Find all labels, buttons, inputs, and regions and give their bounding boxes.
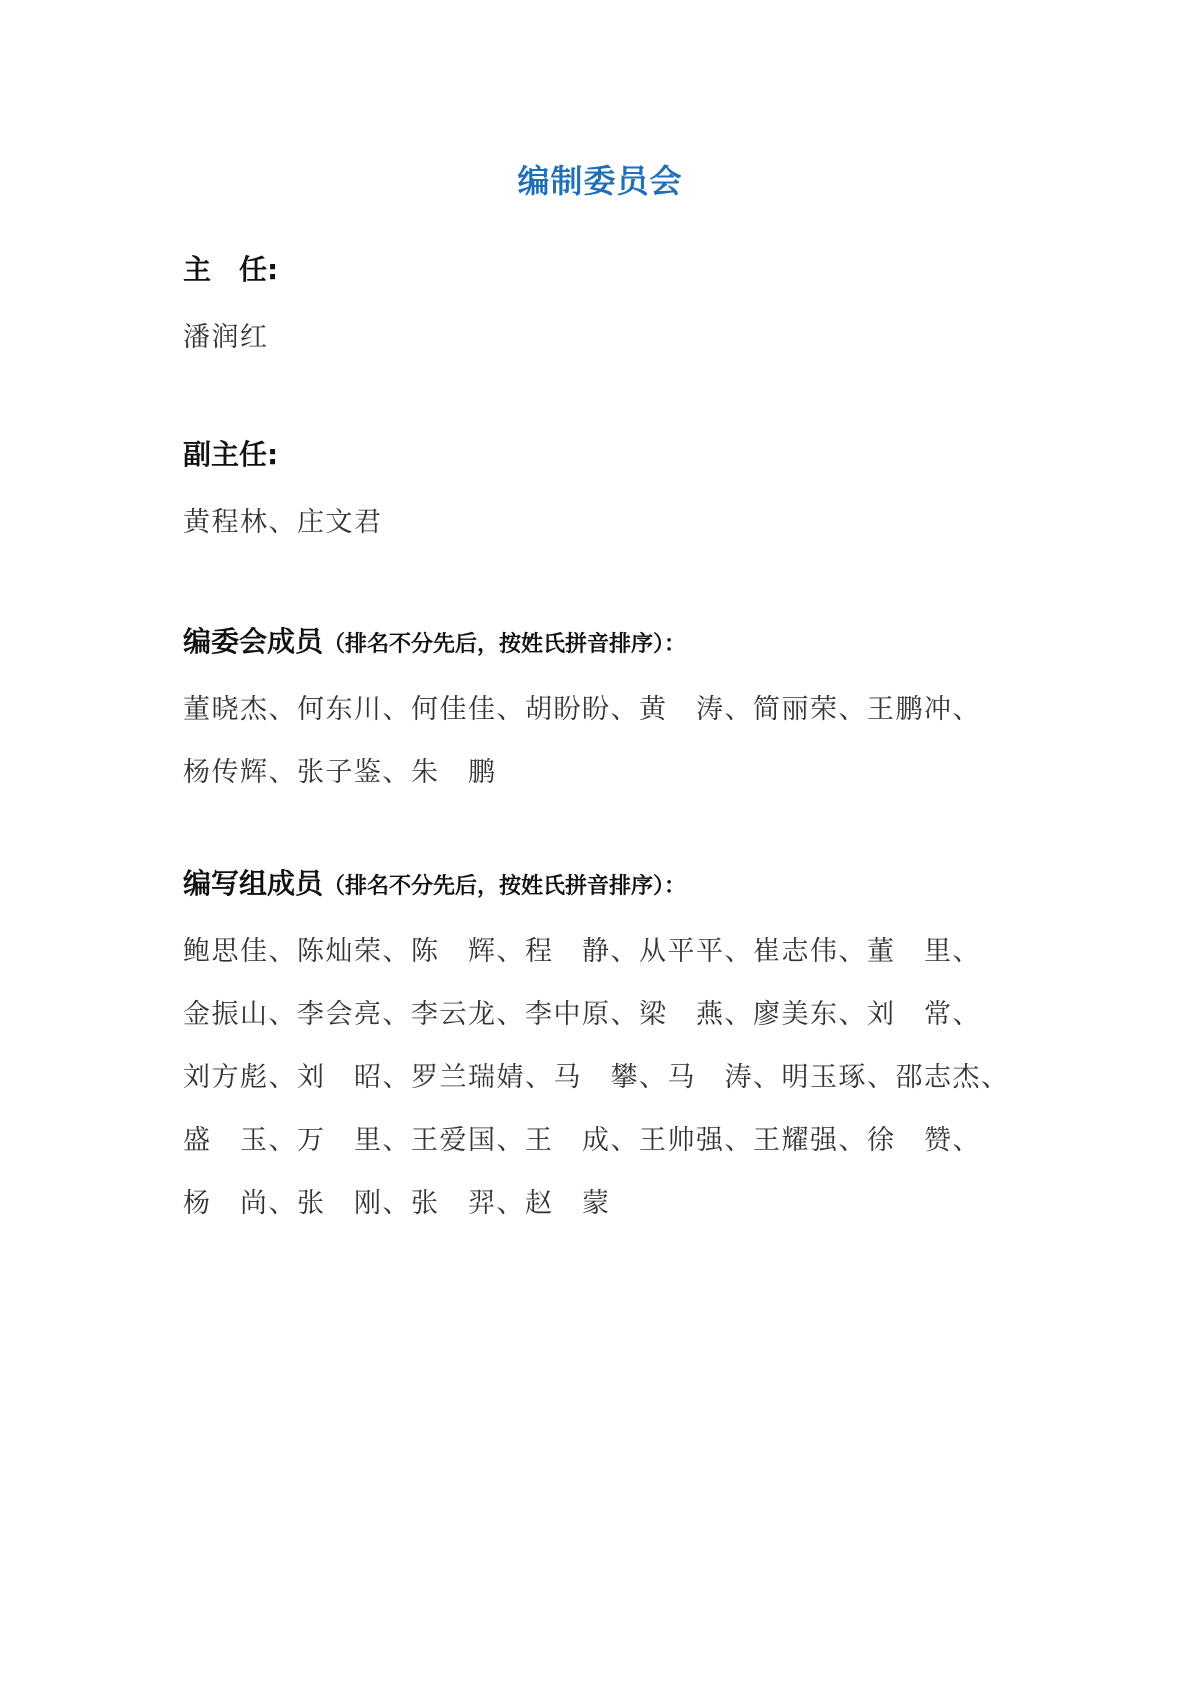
writers-heading bbox=[183, 864, 1033, 904]
names-row: 黄程林、庄文君 bbox=[183, 507, 383, 538]
committee-content bbox=[183, 250, 1033, 1235]
writers-heading-label: 编写组成员 bbox=[183, 867, 324, 900]
director-heading: 主 任: bbox=[183, 253, 279, 286]
names-row: 金振山、李会亮、李云龙、李中原、梁 燕、廖美东、刘 常、 bbox=[183, 999, 981, 1030]
deputy-section bbox=[183, 435, 1033, 554]
page-title: 编制委员会 bbox=[517, 162, 683, 200]
writers-heading-note: （排名不分先后，按姓氏拼音排序）： bbox=[323, 874, 687, 899]
names-row: 潘润红 bbox=[183, 322, 269, 353]
deputy-names bbox=[183, 491, 1033, 554]
names-row: 盛 玉、万 里、王爱国、王 成、王帅强、王耀强、徐 赞、 bbox=[183, 1125, 981, 1156]
board-names bbox=[183, 678, 1033, 804]
director-names bbox=[183, 306, 1033, 369]
board-heading bbox=[183, 622, 1033, 662]
names-row: 杨 尚、张 刚、张 羿、赵 蒙 bbox=[183, 1188, 611, 1219]
board-heading-label: 编委会成员 bbox=[183, 625, 324, 658]
names-row: 鲍思佳、陈灿荣、陈 辉、程 静、从平平、崔志伟、董 里、 bbox=[183, 936, 981, 967]
board-section bbox=[183, 622, 1033, 804]
names-row: 刘方彪、刘 昭、罗兰瑞婧、马 攀、马 涛、明玉琢、邵志杰、 bbox=[183, 1062, 1010, 1093]
names-row: 杨传辉、张子鉴、朱 鹏 bbox=[183, 757, 497, 788]
names-row: 董晓杰、何东川、何佳佳、胡盼盼、黄 涛、简丽荣、王鹏冲、 bbox=[183, 694, 981, 725]
director-section bbox=[183, 250, 1033, 369]
writers-names bbox=[183, 920, 1033, 1235]
deputy-heading: 副主任: bbox=[183, 438, 279, 471]
board-heading-note: （排名不分先后，按姓氏拼音排序）： bbox=[323, 632, 687, 657]
writers-section bbox=[183, 864, 1033, 1235]
